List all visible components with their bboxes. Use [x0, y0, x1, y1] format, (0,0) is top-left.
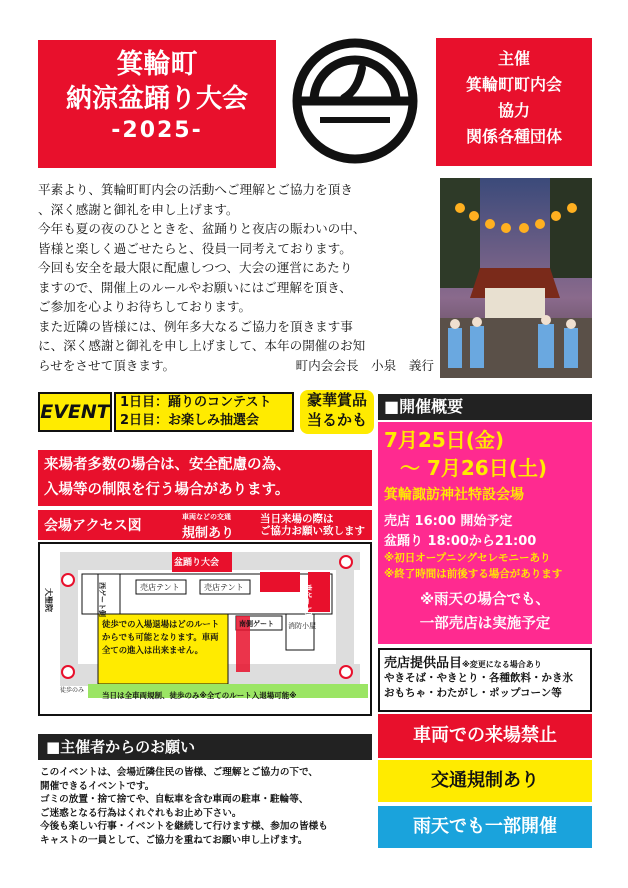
date-start: 7月25日(金) — [384, 428, 505, 452]
access-request-line1: 当日来場の際は — [260, 513, 334, 525]
goods-line2: おもちゃ・わたがし・ポップコーン等 — [384, 687, 562, 699]
event-day1: 1日目：踊りのコンテスト — [120, 395, 272, 410]
title-year: -2025- — [111, 118, 203, 143]
goods-box — [378, 648, 592, 712]
town-logo-icon — [292, 38, 418, 164]
event-day2: 2日目：お楽しみ抽選会 — [120, 413, 260, 428]
cooperation-name: 関係各種団体 — [465, 127, 562, 146]
map-venue-label: 盆踊り大会 — [174, 558, 220, 568]
title-town: 箕輪町 — [116, 49, 198, 80]
access-small-note: 車両などの交通 — [182, 513, 231, 521]
no-vehicle-band: 車両での来場禁止 — [378, 714, 592, 758]
greeting-line: 今年も夏の夜のひとときを、盆踊りと夜店の賑わいの中、 — [38, 221, 366, 236]
map-rule-text: 徒歩での入場退場はどのルートからでも可能となります。車両全ての進入は出来ません。 — [102, 619, 220, 655]
request-line: 開催できるイベントです。 — [40, 780, 155, 792]
event-logo: EVENT — [38, 392, 112, 432]
goods-heading: 売店提供品目 — [384, 656, 463, 671]
greeting-line: に、深く感謝と御礼を申し上げまして、本年の開催のお知 — [38, 338, 366, 353]
greeting-line: 今回も安全を最大限に配慮しつつ、大会の運営にあたり — [38, 260, 353, 275]
dance-time: 盆踊り 18:00から21:00 — [384, 534, 537, 549]
organizer-name: 箕輪町町内会 — [465, 75, 562, 94]
greeting-last: らせをさせて頂きます。 — [38, 357, 176, 373]
overview-box — [378, 422, 592, 644]
greeting-line: ご参加を心よりお待ちしております。 — [38, 299, 252, 314]
map-tent1: 売店テント — [140, 583, 180, 592]
entry-notice-line1: 来場者多数の場合は、安全配慮の為、 — [44, 457, 291, 473]
map-walk-only: 徒歩のみ — [60, 687, 85, 694]
map-shrine: 大聖院 — [44, 588, 53, 612]
greeting-line: 皆様と楽しく過ごせたらと、役員一同考えております。 — [38, 240, 352, 256]
map-gate-west: 西ゲート側 — [98, 582, 106, 617]
title-event: 納涼盆踊り大会 — [65, 84, 248, 114]
goods-line1: やきそば・やきとり・各種飲料・かき氷 — [384, 672, 573, 684]
end-time-note: ※終了時間は前後する場合があります — [384, 568, 563, 580]
rain-note1: ※雨天の場合でも、 — [419, 592, 551, 608]
access-map — [38, 542, 372, 716]
opening-note: ※初日オープニングセレモニーあり — [384, 552, 551, 564]
access-title: 会場アクセス図 — [44, 518, 142, 534]
organizer-label: 主催 — [497, 49, 530, 68]
prize-line2: 当るかも — [306, 411, 367, 429]
map-gate-east: 東ゲート側 — [304, 584, 312, 619]
greeting-line — [38, 356, 434, 376]
map-tent2: 売店テント — [204, 583, 244, 592]
request-line: 今後も楽しい行事・イベントを継続して行けます様、参加の皆様も — [40, 821, 328, 832]
organizer-box — [436, 38, 592, 166]
access-request — [260, 513, 365, 537]
cooperation-label: 協力 — [497, 101, 530, 120]
prize-badge — [300, 390, 374, 434]
greeting-line: ますので、開催上のルールやお願いにはご理解を頂き、 — [38, 279, 352, 295]
access-bar — [38, 510, 372, 540]
access-restriction: 規制あり — [182, 526, 235, 541]
entry-notice — [38, 450, 372, 506]
greeting-line: 平素より、箕輪町町内会の活動へご理解とご協力を頂き — [38, 182, 353, 197]
entry-notice-line2: 入場等の制限を行う場合があります。 — [44, 482, 290, 498]
request-heading: ■主催者からのお願い — [38, 734, 372, 760]
shop-time: 売店 16:00 開始予定 — [384, 514, 513, 529]
event-list — [114, 392, 294, 432]
festival-photo — [440, 178, 592, 378]
request-line: このイベントは、会場近隣住民の皆様、ご理解とご協力の下で、 — [40, 767, 319, 778]
title-box — [38, 40, 276, 168]
request-line: ご迷惑となる行為はくれぐれもお止め下さい。 — [40, 807, 242, 819]
rain-held-band: 雨天でも一部開催 — [378, 806, 592, 848]
map-south-gate: 南側ゲート — [239, 620, 274, 628]
rain-note2: 一部売店は実施予定 — [419, 616, 551, 632]
prize-line1: 豪華賞品 — [306, 391, 367, 409]
greeting-line: また近隣の皆様には、例年多大なるご協力を頂きます事 — [38, 318, 353, 334]
traffic-restriction-band: 交通規制あり — [378, 760, 592, 802]
greeting-line: 、深く感謝と御礼を申し上げます。 — [38, 201, 239, 217]
signature: 町内会会長 小泉 義行 — [295, 357, 434, 373]
map-bottom-banner: 当日は全車両規制、徒歩のみ※全てのルート入退場可能※ — [102, 691, 297, 700]
venue-name: 箕輪諏訪神社特設会場 — [384, 487, 524, 503]
date-end: ～ 7月26日(土) — [400, 456, 547, 480]
goods-note: ※変更になる場合あり — [462, 660, 542, 669]
overview-heading: ■開催概要 — [378, 394, 592, 420]
greeting-text — [38, 180, 434, 375]
access-request-line2: ご協力お願い致します — [260, 525, 365, 537]
request-line: ゴミの放置・捨て捨てや、自転車を含む車両の駐車・駐輪等、 — [40, 794, 309, 805]
request-body — [40, 766, 374, 847]
map-fire: 消防小屋 — [288, 622, 316, 630]
request-line: キャストの一員として、ご協力を重ねてお願い申し上げます。 — [40, 834, 308, 846]
